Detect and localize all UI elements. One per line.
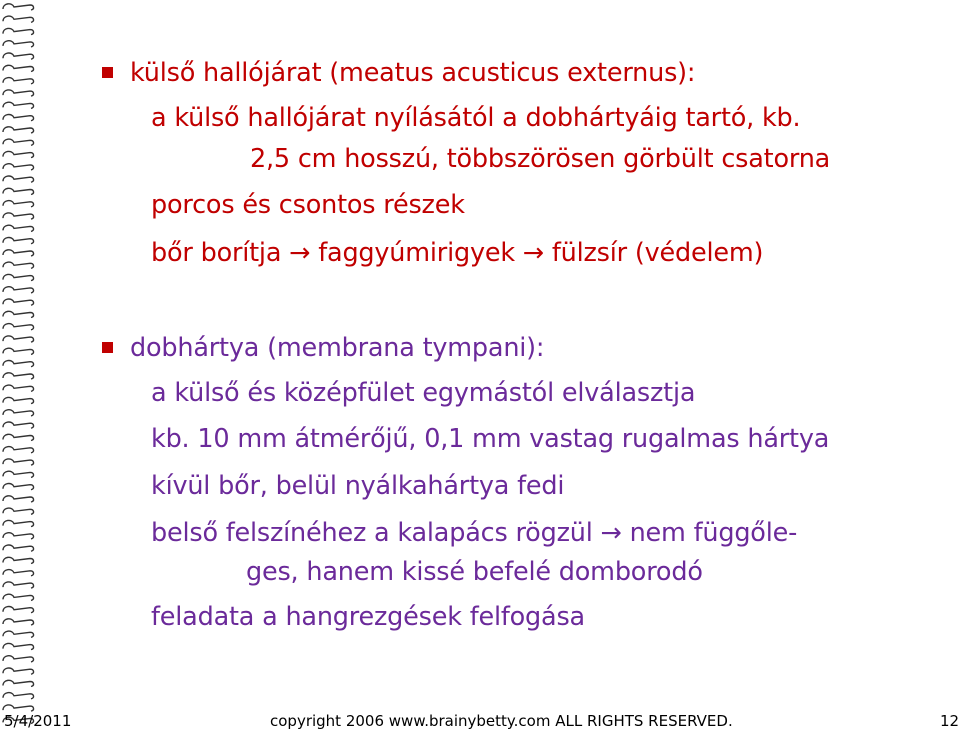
heading-kulso-hallojarat: külső hallójárat (meatus acusticus externus):	[130, 58, 696, 88]
text-segment: fülzsír (védelem)	[551, 238, 764, 268]
text-line: porcos és csontos részek	[151, 190, 465, 220]
text-line: a külső és középfület egymástól elválasztja	[151, 378, 696, 408]
text-line: a külső hallójárat nyílásától a dobhártyáig tartó, kb.	[151, 103, 801, 133]
heading-dobhartya: dobhártya (membrana tympani):	[130, 333, 545, 363]
footer-date: 5/4/2011	[4, 712, 72, 730]
text-line: feladata a hangrezgések felfogása	[151, 602, 585, 632]
bullet-square-icon	[102, 342, 113, 353]
text-line: kívül bőr, belül nyálkahártya fedi	[151, 471, 565, 501]
bullet-square-icon	[102, 67, 113, 78]
text-segment: faggyúmirigyek	[318, 238, 515, 268]
footer-page-number: 12	[940, 712, 960, 730]
arrow-right-icon: →	[289, 238, 311, 268]
text-line: ges, hanem kissé befelé domborodó	[246, 557, 703, 587]
text-segment: bőr borítja	[151, 238, 282, 268]
text-segment: belső felszínéhez a kalapács rögzül	[151, 518, 593, 548]
footer-copyright: copyright 2006 www.brainybetty.com ALL RIGHTS RESERVED.	[270, 712, 733, 730]
text-line: kb. 10 mm átmérőjű, 0,1 mm vastag rugalmas hártya	[151, 424, 830, 454]
arrow-right-icon: →	[522, 238, 544, 268]
text-line-with-arrow	[151, 518, 797, 548]
text-line-with-arrows	[151, 238, 763, 268]
text-segment: nem függőle-	[629, 518, 798, 548]
text-line: 2,5 cm hosszú, többszörösen görbült csatorna	[250, 144, 831, 174]
arrow-right-icon: →	[600, 518, 622, 548]
